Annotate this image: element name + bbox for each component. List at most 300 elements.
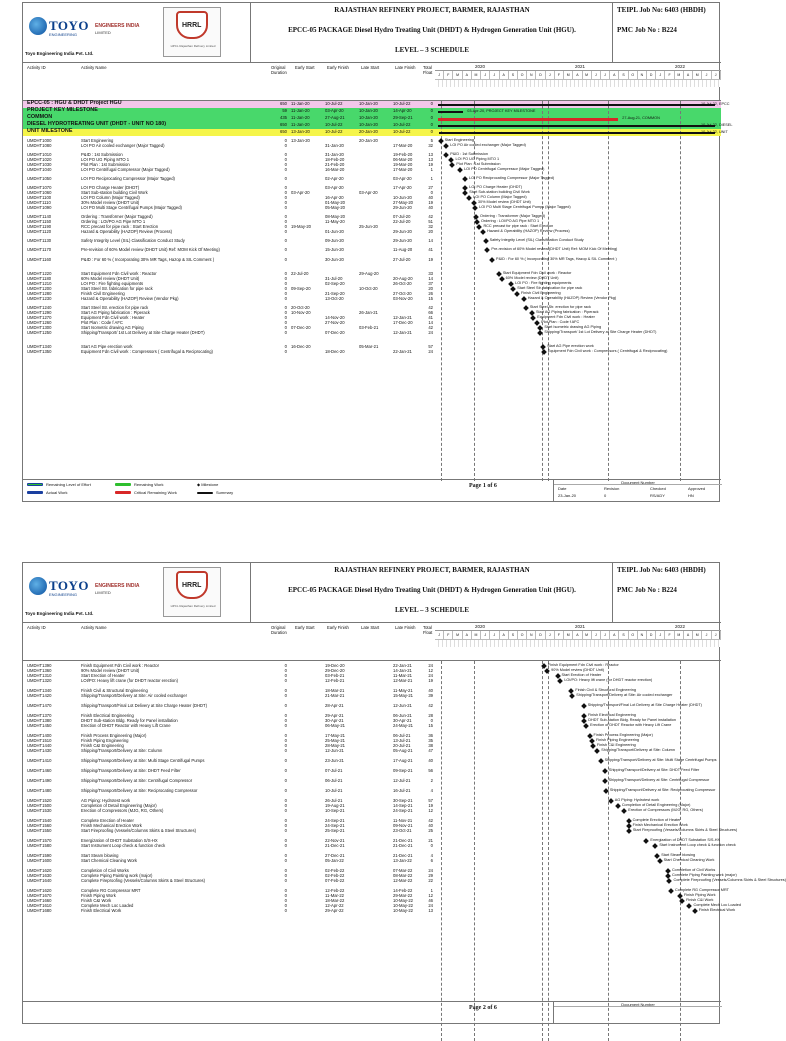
activity-id: UMDHT1090 (27, 205, 52, 210)
late-finish: 29-Mar-22 (393, 893, 413, 898)
milestone-label: LOI PO Charge Heater (DHDT) (469, 185, 523, 189)
duration: 0 (284, 723, 287, 728)
early-finish: 12-Feb-21 (325, 678, 345, 683)
group-tf: 0 (430, 108, 433, 113)
milestone-label: 90% Model review (DHDT Unit) (551, 668, 604, 672)
milestone-label: Shipping/Transport/Final Lot Delivery at Site Charge Heater (DHDT) (587, 703, 702, 707)
activity-id: UMDHT1630 (27, 873, 52, 878)
milestone-label: Shipping/Transport/Delivery at Site: Column (601, 748, 675, 752)
year-label: 2021 (575, 64, 586, 69)
early-finish: 21-Mar-21 (325, 693, 345, 698)
milestone-label: Energization of DHDT Substation S/S-HX (650, 838, 720, 842)
late-finish: 29-Jun-20 (393, 205, 412, 210)
early-finish: 27-Nov-20 (325, 320, 345, 325)
late-finish: 14-Jan-21 (393, 668, 412, 673)
eil-logo (95, 583, 143, 597)
late-finish: 12-Mar-21 (393, 678, 413, 683)
duration: 0 (284, 330, 287, 335)
gantt-gridline (441, 661, 442, 1041)
activity-id: UMDHT1100 (27, 195, 52, 200)
milestone-label: Completion of Civil Works (671, 868, 716, 872)
late-finish: 21-Dec-21 (393, 853, 413, 858)
month-label: M (472, 71, 481, 79)
early-finish: 24-Sep-21 (325, 818, 345, 823)
late-start: 05-Mar-21 (359, 344, 379, 349)
activity-id: UMDHT1520 (27, 798, 52, 803)
activity-id: UMDHT1260 (27, 320, 52, 325)
total-float: 4 (430, 853, 433, 858)
late-start: 26-Jan-21 (359, 310, 378, 315)
total-float: 42 (428, 325, 433, 330)
group-dur: 650 (280, 122, 287, 127)
milestone-label: Complete RG Compressor MRT (675, 888, 729, 892)
milestone-label: AG Piping: Hydrotest work (614, 798, 660, 802)
logo-cell (23, 563, 251, 623)
total-float: 42 (428, 214, 433, 219)
duration: 0 (284, 320, 287, 325)
activity-id: UMDHT1540 (27, 818, 52, 823)
late-finish: 11-Nov-21 (393, 818, 413, 823)
total-float: 40 (428, 195, 433, 200)
duration: 0 (284, 858, 287, 863)
group-dur: 435 (280, 115, 287, 120)
duration: 0 (284, 219, 287, 224)
early-finish: 01-Jun-20 (325, 229, 344, 234)
early-start: 19-May-20 (291, 224, 312, 229)
group-ef: 27-Aug-21 (325, 115, 345, 120)
milestone-label: Start Isometric drawing AG Piping (544, 325, 602, 329)
legend-label: Actual Work (46, 490, 68, 495)
month-label: J (712, 71, 721, 79)
milestone-icon (687, 903, 693, 909)
duration: 0 (284, 743, 287, 748)
activity-id: UMDHT1190 (27, 224, 52, 229)
activity-name: Equipment Fdn Civil work : Compressors ( Centrifugal & Reciprocating) (81, 349, 213, 354)
early-finish: 02-Apr-20 (325, 176, 344, 181)
total-float: 19 (428, 803, 433, 808)
total-float: 27 (428, 185, 433, 190)
gantt-chart (435, 101, 733, 481)
total-float: 24 (428, 868, 433, 873)
activity-id: UMDHT1130 (27, 238, 52, 243)
month-label: N (527, 71, 536, 79)
activity-name: Start Isometric drawing AG Piping (81, 325, 144, 330)
milestone-label: Completion of Detail Engineering (Major) (621, 803, 691, 807)
client-caption: HPCL Rajasthan Refinery Limited (170, 604, 216, 608)
activity-name: Shipping/Transport/Final Lot Delivery at Site Charge Heater (DHDT) (81, 703, 207, 708)
duration: 0 (284, 688, 287, 693)
total-float: 1 (430, 176, 433, 181)
doc-col-checked: Checked (650, 486, 666, 491)
col-activity-name: Activity Name (81, 65, 107, 70)
early-finish: 08-May-20 (325, 214, 346, 219)
activity-id: UMDHT1340 (27, 344, 52, 349)
activity-name: Finish Piping Engineering (81, 738, 129, 743)
hrrl-wordmark: HRRL (182, 582, 202, 589)
month-label: J (435, 71, 444, 79)
late-finish: 07-Jul-20 (393, 214, 411, 219)
milestone-label: Finish Piping Work (683, 893, 716, 897)
activity-id: UMDHT1480 (27, 788, 52, 793)
early-finish: 29-Dec-20 (325, 668, 345, 673)
milestone-label: Ordering : LOI/PO AG Pipe MTO 1 (480, 219, 540, 223)
early-finish: 03-Feb-21 (325, 673, 345, 678)
activity-id: UMDHT1300 (27, 325, 52, 330)
duration: 0 (284, 778, 287, 783)
group-ef: 03-Apr-20 (325, 108, 344, 113)
total-float: 42 (428, 818, 433, 823)
milestone-label: Finish Civil Engineering (520, 291, 561, 295)
activity-name: Start Steam blowing (81, 853, 119, 858)
early-finish: 26-Jul-21 (325, 798, 343, 803)
early-finish: 07-Feb-22 (325, 878, 345, 883)
early-start: 16-Dec-20 (291, 344, 311, 349)
late-finish: 10-May-22 (393, 898, 414, 903)
page-header (23, 563, 721, 623)
early-finish: 28-Apr-21 (325, 703, 344, 708)
milestone-icon (583, 723, 589, 729)
activity-id: UMDHT1170 (27, 247, 52, 252)
early-finish: 31-Jul-20 (325, 276, 343, 281)
month-label: J (712, 631, 721, 639)
total-float: 19 (428, 678, 433, 683)
late-finish: 12-Jan-21 (393, 315, 412, 320)
activity-id: UMDHT1620 (27, 868, 52, 873)
activity-name: Start Sub-station building Civil Work (81, 190, 148, 195)
month-label: N (638, 631, 647, 639)
hrrl-emblem-icon (176, 571, 208, 599)
milestone-label: Shipping/Transport/Delivery at Site: DHDT Feed Filter (608, 768, 700, 772)
total-float: 26 (428, 291, 433, 296)
group-ef: 10-Jul-22 (325, 122, 343, 127)
activity-name: LOI PO Charge Heater (DHDT) (81, 185, 140, 190)
doc-revision: 0 (604, 493, 607, 498)
early-finish: 13-Oct-20 (325, 296, 344, 301)
activity-id: UMDHT1240 (27, 305, 52, 310)
activity-name: 60% Model review (DHDT Unit) (81, 276, 140, 281)
milestone-icon (472, 205, 478, 211)
group-es: 11-Jan-20 (291, 108, 310, 113)
milestone-label: Hazard & Operability (HAZOP) Review (Vendor Pkg) (527, 296, 617, 300)
client-logo (163, 567, 221, 617)
duration: 0 (284, 214, 287, 219)
activity-name: Shipping/Transport/Delivery at Site: Centrifugal Compressor (81, 778, 193, 783)
activity-id: UMDHT1370 (27, 713, 52, 718)
eil-sub: LIMITED (95, 590, 111, 595)
milestone-icon (457, 167, 463, 173)
activity-name: Finish Electrical Work (81, 908, 122, 913)
duration: 0 (284, 673, 287, 678)
year-label: 2022 (675, 64, 686, 69)
month-label: M (583, 71, 592, 79)
milestone-label: Start Engineering (444, 138, 475, 142)
month-label: A (463, 71, 472, 79)
total-float: 15 (428, 723, 433, 728)
early-finish: 12-Jun-21 (325, 748, 344, 753)
activity-id: UMDHT1670 (27, 893, 52, 898)
duration: 0 (284, 758, 287, 763)
group-dur: 650 (280, 129, 287, 134)
late-finish: 17-Mar-20 (393, 167, 413, 172)
late-finish: 20-Jul-21 (393, 743, 411, 748)
total-float: 47 (428, 748, 433, 753)
activity-name: Finish Civil Engineering (81, 291, 125, 296)
group-tf: 0 (430, 129, 433, 134)
activity-id: UMDHT1600 (27, 858, 52, 863)
month-label: N (527, 631, 536, 639)
activity-name: Ordering : Transformer (Major Tagged) (81, 214, 153, 219)
early-finish: 28-May-21 (325, 743, 346, 748)
duration: 0 (284, 853, 287, 858)
late-finish: 07-Mar-22 (393, 868, 413, 873)
duration: 0 (284, 718, 287, 723)
late-finish: 10-Jun-20 (393, 195, 412, 200)
activity-name: Start Chemical Cleaning Work (81, 858, 138, 863)
legend-remaining-work (115, 482, 164, 487)
duration: 0 (284, 733, 287, 738)
late-finish: 06-Mar-20 (393, 157, 413, 162)
activity-name: Energization of DHDT Substation S/S-HX (81, 838, 158, 843)
total-float: 41 (428, 247, 433, 252)
month-label: D (536, 631, 545, 639)
late-finish: 17-Mar-20 (393, 143, 413, 148)
teipl-job-no: TEIPL Job No: 6403 (HBDH) (617, 566, 706, 574)
total-float: 24 (428, 663, 433, 668)
year-label: 2021 (575, 624, 586, 629)
duration: 0 (284, 167, 287, 172)
milestone-label: LOI PO : Fire fighting equipments (515, 281, 572, 285)
month-label: J (656, 631, 665, 639)
activity-name: Ordering : LOI/PO AG Pipe MTO 1 (81, 219, 146, 224)
activity-id: UMDHT1490 (27, 778, 52, 783)
early-finish: 17-May-21 (325, 733, 346, 738)
early-finish: 18-Mar-22 (325, 898, 345, 903)
total-float: 46 (428, 898, 433, 903)
legend-summary (197, 490, 233, 495)
activity-id: UMDHT1320 (27, 678, 52, 683)
activity-id: UMDHT1590 (27, 853, 52, 858)
project-title: RAJASTHAN REFINERY PROJECT, BARMER, RAJASTHAN (334, 566, 530, 574)
duration: 0 (284, 678, 287, 683)
month-label: M (693, 631, 702, 639)
month-label: M (564, 631, 573, 639)
duration: 0 (284, 823, 287, 828)
milestone-icon (626, 828, 632, 834)
early-finish: 10-Jul-21 (325, 788, 343, 793)
duration: 0 (284, 200, 287, 205)
summary-label: 10-Jul-22, UNIT (701, 130, 728, 134)
milestone-label: Start AG Pipe erection work (547, 344, 594, 348)
activity-name: Complete Erection of Heater (81, 818, 134, 823)
late-start: 29-Aug-20 (359, 271, 379, 276)
activity-name: Finish C&I Work (81, 898, 112, 903)
doc-col-approved: Approved (688, 486, 706, 491)
duration: 0 (284, 162, 287, 167)
early-finish: 21-Feb-20 (325, 162, 345, 167)
month-label: J (702, 631, 711, 639)
group-label: DIESEL HYDROTREATING UNIT (DHDT - UNIT NO 180) (27, 121, 167, 127)
late-finish: 27-May-20 (393, 200, 414, 205)
month-label: J (546, 631, 555, 639)
early-finish: 22-Nov-21 (325, 838, 345, 843)
activity-id: UMDHT1200 (27, 286, 52, 291)
activity-name: Complete RG Compressor MRT (81, 888, 141, 893)
year-label: 2022 (675, 624, 686, 629)
timeline-months (435, 631, 721, 639)
early-finish: 11-Mar-22 (325, 893, 345, 898)
activity-name: Start Equipment Fdn Civil work : Reactor (81, 271, 157, 276)
activity-id: UMDHT1230 (27, 296, 52, 301)
activity-id: UMDHT1180 (27, 276, 52, 281)
toyo-company-name: Toyo Engineering India Pvt. Ltd. (25, 611, 94, 616)
group-lf: 14-Apr-20 (393, 108, 412, 113)
milestone-icon (668, 888, 674, 894)
duration: 0 (284, 713, 287, 718)
month-label: A (610, 631, 619, 639)
doc-col-date: Date (558, 486, 567, 491)
month-label: O (518, 71, 527, 79)
activity-name: LOI PO Multi Stage Centrifugal Pumps (Major Tagged) (81, 205, 182, 210)
activity-id: UMDHT1280 (27, 291, 52, 296)
duration: 0 (284, 808, 287, 813)
col-total-float: Total Float (423, 65, 433, 75)
late-finish: 17-Aug-21 (393, 758, 413, 763)
milestone-label: Shipping/Transport/Delivery at Site: Air cooled exchanger (576, 693, 673, 697)
early-finish: 14-Nov-20 (325, 315, 345, 320)
month-label: M (693, 71, 702, 79)
activity-name: Start Erection of Heater (81, 673, 125, 678)
duration: 0 (284, 903, 287, 908)
late-finish: 19-Mar-20 (393, 162, 413, 167)
late-finish: 09-Sep-21 (393, 768, 413, 773)
milestone-icon (523, 305, 529, 311)
late-finish: 05-Aug-21 (393, 748, 413, 753)
activity-name: LOI PO Reciprocating Compressor (Major Tagged) (81, 176, 175, 181)
activity-id: UMDHT1580 (27, 843, 52, 848)
page-header (23, 3, 721, 63)
duration: 0 (284, 768, 287, 773)
summary-bar (439, 132, 715, 134)
total-float: 33 (428, 271, 433, 276)
activity-name: Pre-revision of 60% Model review (DHDT Unit) Ref: MOM Kick Of Meeting) (81, 247, 220, 252)
total-float: 37 (428, 281, 433, 286)
late-finish: 27-Oct-20 (393, 291, 412, 296)
col-late-start: Late Start (361, 625, 380, 630)
group-ls: 10-Jan-20 (359, 101, 378, 106)
late-finish: 14-Sep-21 (393, 803, 413, 808)
col-late-finish: Late Finish (395, 625, 416, 630)
activity-name: 90% Model review (DHDT Unit) (81, 668, 140, 673)
legend-remaining-loe (27, 482, 91, 487)
total-float: 13 (428, 152, 433, 157)
doc-col-revision: Revision (604, 486, 620, 491)
activity-name: Start Instrument Loop check & function check (81, 843, 166, 848)
activity-id: UMDHT1340 (27, 688, 52, 693)
milestone-icon (438, 138, 444, 144)
activity-id: UMDHT1530 (27, 808, 52, 813)
group-lf: 29-Sep-21 (393, 115, 413, 120)
doc-date: 23-Jan-20 (558, 493, 577, 498)
late-finish: 11-May-21 (393, 688, 413, 693)
month-label: S (509, 631, 518, 639)
summary-bar (438, 125, 714, 127)
milestone-icon (544, 668, 550, 674)
late-finish: 17-Apr-20 (393, 185, 412, 190)
early-finish: 30-Jun-20 (325, 257, 344, 262)
title-cell (251, 563, 613, 623)
milestone-label: LOI PO Centrifugal Compressor (Major Tagged) (464, 167, 545, 171)
activity-name: Finish C&I Engineering (81, 743, 124, 748)
milestone-label: LOI PO Column (Major Tagged) (473, 195, 527, 199)
total-float: 14 (428, 276, 433, 281)
logo-cell (23, 3, 251, 63)
milestone-icon (692, 908, 698, 914)
total-float: 0 (430, 718, 433, 723)
month-label: J (490, 631, 499, 639)
month-label: S (509, 71, 518, 79)
total-float: 1 (430, 167, 433, 172)
duration: 0 (284, 205, 287, 210)
late-finish: 22-Jan-21 (393, 663, 412, 668)
milestone-icon (657, 858, 663, 864)
early-finish: 21-Sep-20 (325, 291, 345, 296)
month-label: J (656, 71, 665, 79)
activity-name: LOI PO UG Piping MTO 1 (81, 157, 130, 162)
column-header (23, 63, 721, 101)
total-float: 5 (430, 138, 433, 143)
duration: 0 (284, 838, 287, 843)
duration: 0 (284, 748, 287, 753)
duration: 0 (284, 157, 287, 162)
total-float: 12 (428, 893, 433, 898)
group-label: UNIT MILESTONE (27, 128, 73, 134)
duration: 0 (284, 257, 287, 262)
doc-approved: HN (688, 493, 694, 498)
milestone-icon (462, 176, 468, 182)
activity-id: UMDHT1570 (27, 838, 52, 843)
legend-label: Milestone (201, 482, 219, 487)
month-label: J (546, 71, 555, 79)
month-label: A (610, 71, 619, 79)
month-label: A (684, 631, 693, 639)
late-finish: 06-Jul-21 (393, 733, 411, 738)
early-finish: 29-Apr-21 (325, 713, 344, 718)
total-float: 38 (428, 743, 433, 748)
month-label: J (481, 631, 490, 639)
milestone-icon (590, 743, 596, 749)
activity-id: UMDHT1070 (27, 185, 52, 190)
activity-name: Erection of DHDT Reactor with Heavy Lift Crane (81, 723, 171, 728)
month-label: A (500, 71, 509, 79)
duration: 0 (284, 663, 287, 668)
late-finish: 30-Apr-21 (393, 718, 412, 723)
duration: 0 (284, 286, 287, 291)
late-finish: 12-Mar-22 (393, 878, 413, 883)
early-finish: 25-May-21 (325, 738, 346, 743)
milestone-label: Start AG Piping fabrication : Piperack (536, 310, 599, 314)
eil-name: ENGINEERS INDIA (95, 583, 140, 589)
milestone-icon (480, 229, 486, 235)
legend-swatch (27, 491, 43, 494)
total-float: 24 (428, 903, 433, 908)
milestone-label: Start Steel Str. erection for pipe rack (529, 305, 591, 309)
activity-name: Shipping/Transport/Delivery at Site: Column (81, 748, 163, 753)
activity-name: Finish Process Engineering (Major) (81, 733, 147, 738)
late-finish: 22-Jul-20 (393, 219, 411, 224)
milestone-label: Pre-revision of 60% Model review (DHDT Unit) Ref: MOM Kick Of Meeting) (491, 247, 618, 251)
early-start: 03-Apr-20 (291, 190, 310, 195)
month-label: F (444, 71, 453, 79)
